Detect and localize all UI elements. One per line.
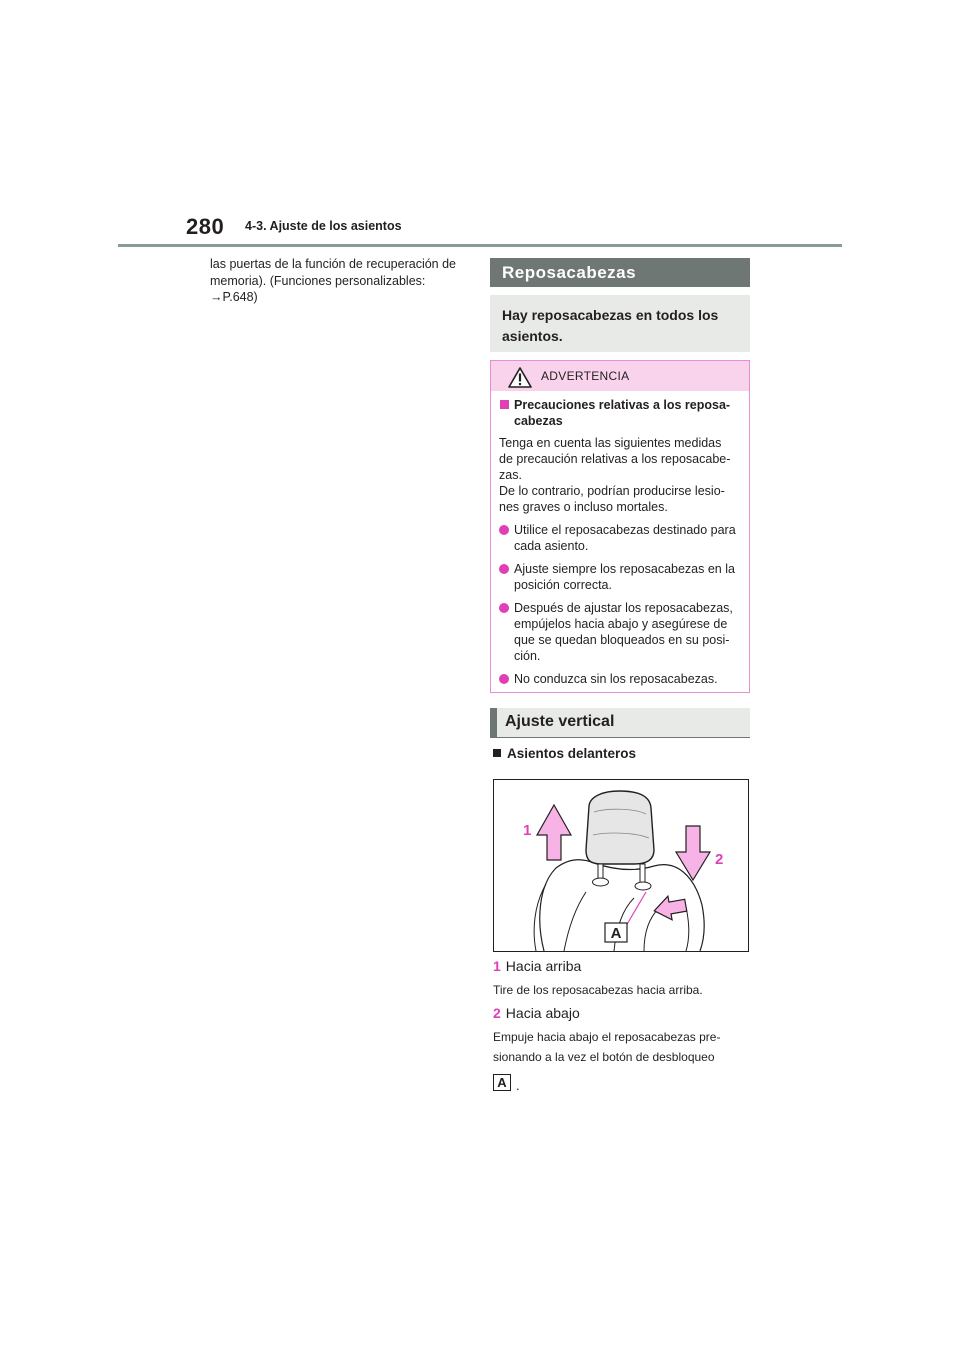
step-2-description-line: Empuje hacia abajo el reposacabezas pre- [493,1030,721,1044]
warning-bullet [499,600,739,664]
header-rule [118,244,842,247]
warning-triangle-icon [508,367,532,388]
bullet-line: Utilice el reposacabezas destinado para [514,523,736,537]
intro-line: asientos. [502,328,563,344]
asientos-delanteros-subheading [493,746,636,761]
warning-title: ADVERTENCIA [541,369,630,383]
left-text-line: →P.648) [210,290,258,304]
bullet-line: Ajuste siempre los reposacabezas en la [514,562,735,576]
intro-line: Hay reposacabezas en todos los [502,307,719,323]
warning-bullet [499,671,739,687]
step-2 [493,1005,580,1021]
section-title: 4-3. Ajuste de los asientos [245,219,402,233]
figure-label-1: 1 [523,822,532,839]
headrest-figure [493,779,749,952]
step-title: Hacia arriba [505,958,582,974]
warning-text-line: nes graves o incluso mortales. [499,500,668,514]
warning-text-line: de precaución relativas a los reposacabe- [499,452,731,466]
warning-subheading [499,397,739,429]
left-text-line: memoria). (Funciones personalizables: [210,273,426,288]
bullet-line: posición correcta. [514,578,612,592]
left-column-text [210,256,464,306]
release-button-label-a: A [493,1074,511,1091]
trailing-period: . [516,1078,520,1093]
warning-body [491,391,749,687]
warning-text-line: De lo contrario, podrían producirse lesio- [499,484,725,498]
subheading-text: Asientos delanteros [507,746,637,761]
arrow-down-icon [676,826,710,880]
bullet-line: que se quedan bloqueados en su posi- [514,633,730,647]
warning-text-line: zas. [499,468,522,482]
reposacabezas-heading: Reposacabezas [490,258,750,287]
warning-box [490,360,750,693]
warning-bullet [499,522,739,554]
headrest-illustration [494,780,748,951]
bullet-line: No conduzca sin los reposacabezas. [514,672,718,686]
step-1 [493,958,581,974]
bullet-line: cada asiento. [514,539,589,553]
warning-text [499,435,739,515]
warning-text-line: Tenga en cuenta las siguientes medidas [499,436,722,450]
bullet-dot-icon [499,674,509,684]
warning-header [491,361,749,391]
step-title: Hacia abajo [505,1005,580,1021]
figure-label-a: A [610,925,622,942]
ajuste-vertical-heading: Ajuste vertical [490,708,750,738]
warning-bullet [499,561,739,593]
bullet-line: ción. [514,649,541,663]
step-2-description-line: sionando a la vez el botón de desbloqueo [493,1050,715,1064]
left-text-line: las puertas de la función de recuperación de [210,257,456,271]
warning-subheading-line: cabezas [514,414,563,428]
warning-subheading-line: Precauciones relativas a los reposa- [514,398,731,412]
bullet-line: Después de ajustar los reposacabezas, [514,601,733,615]
step-number: 2 [493,1005,501,1021]
page-number: 280 [186,214,225,239]
bullet-line: empújelos hacia abajo y asegúrese de [514,617,728,631]
intro-box [490,295,750,352]
step-number: 1 [493,958,501,974]
square-bullet-icon [493,749,501,757]
bullet-dot-icon [499,564,509,574]
arrow-up-icon [537,805,571,860]
figure-label-2: 2 [715,851,724,868]
press-arrow-icon [652,893,688,922]
bullet-dot-icon [499,525,509,535]
step-1-description: Tire de los reposacabezas hacia arriba. [493,983,703,997]
square-bullet-icon [500,400,509,409]
bullet-dot-icon [499,603,509,613]
